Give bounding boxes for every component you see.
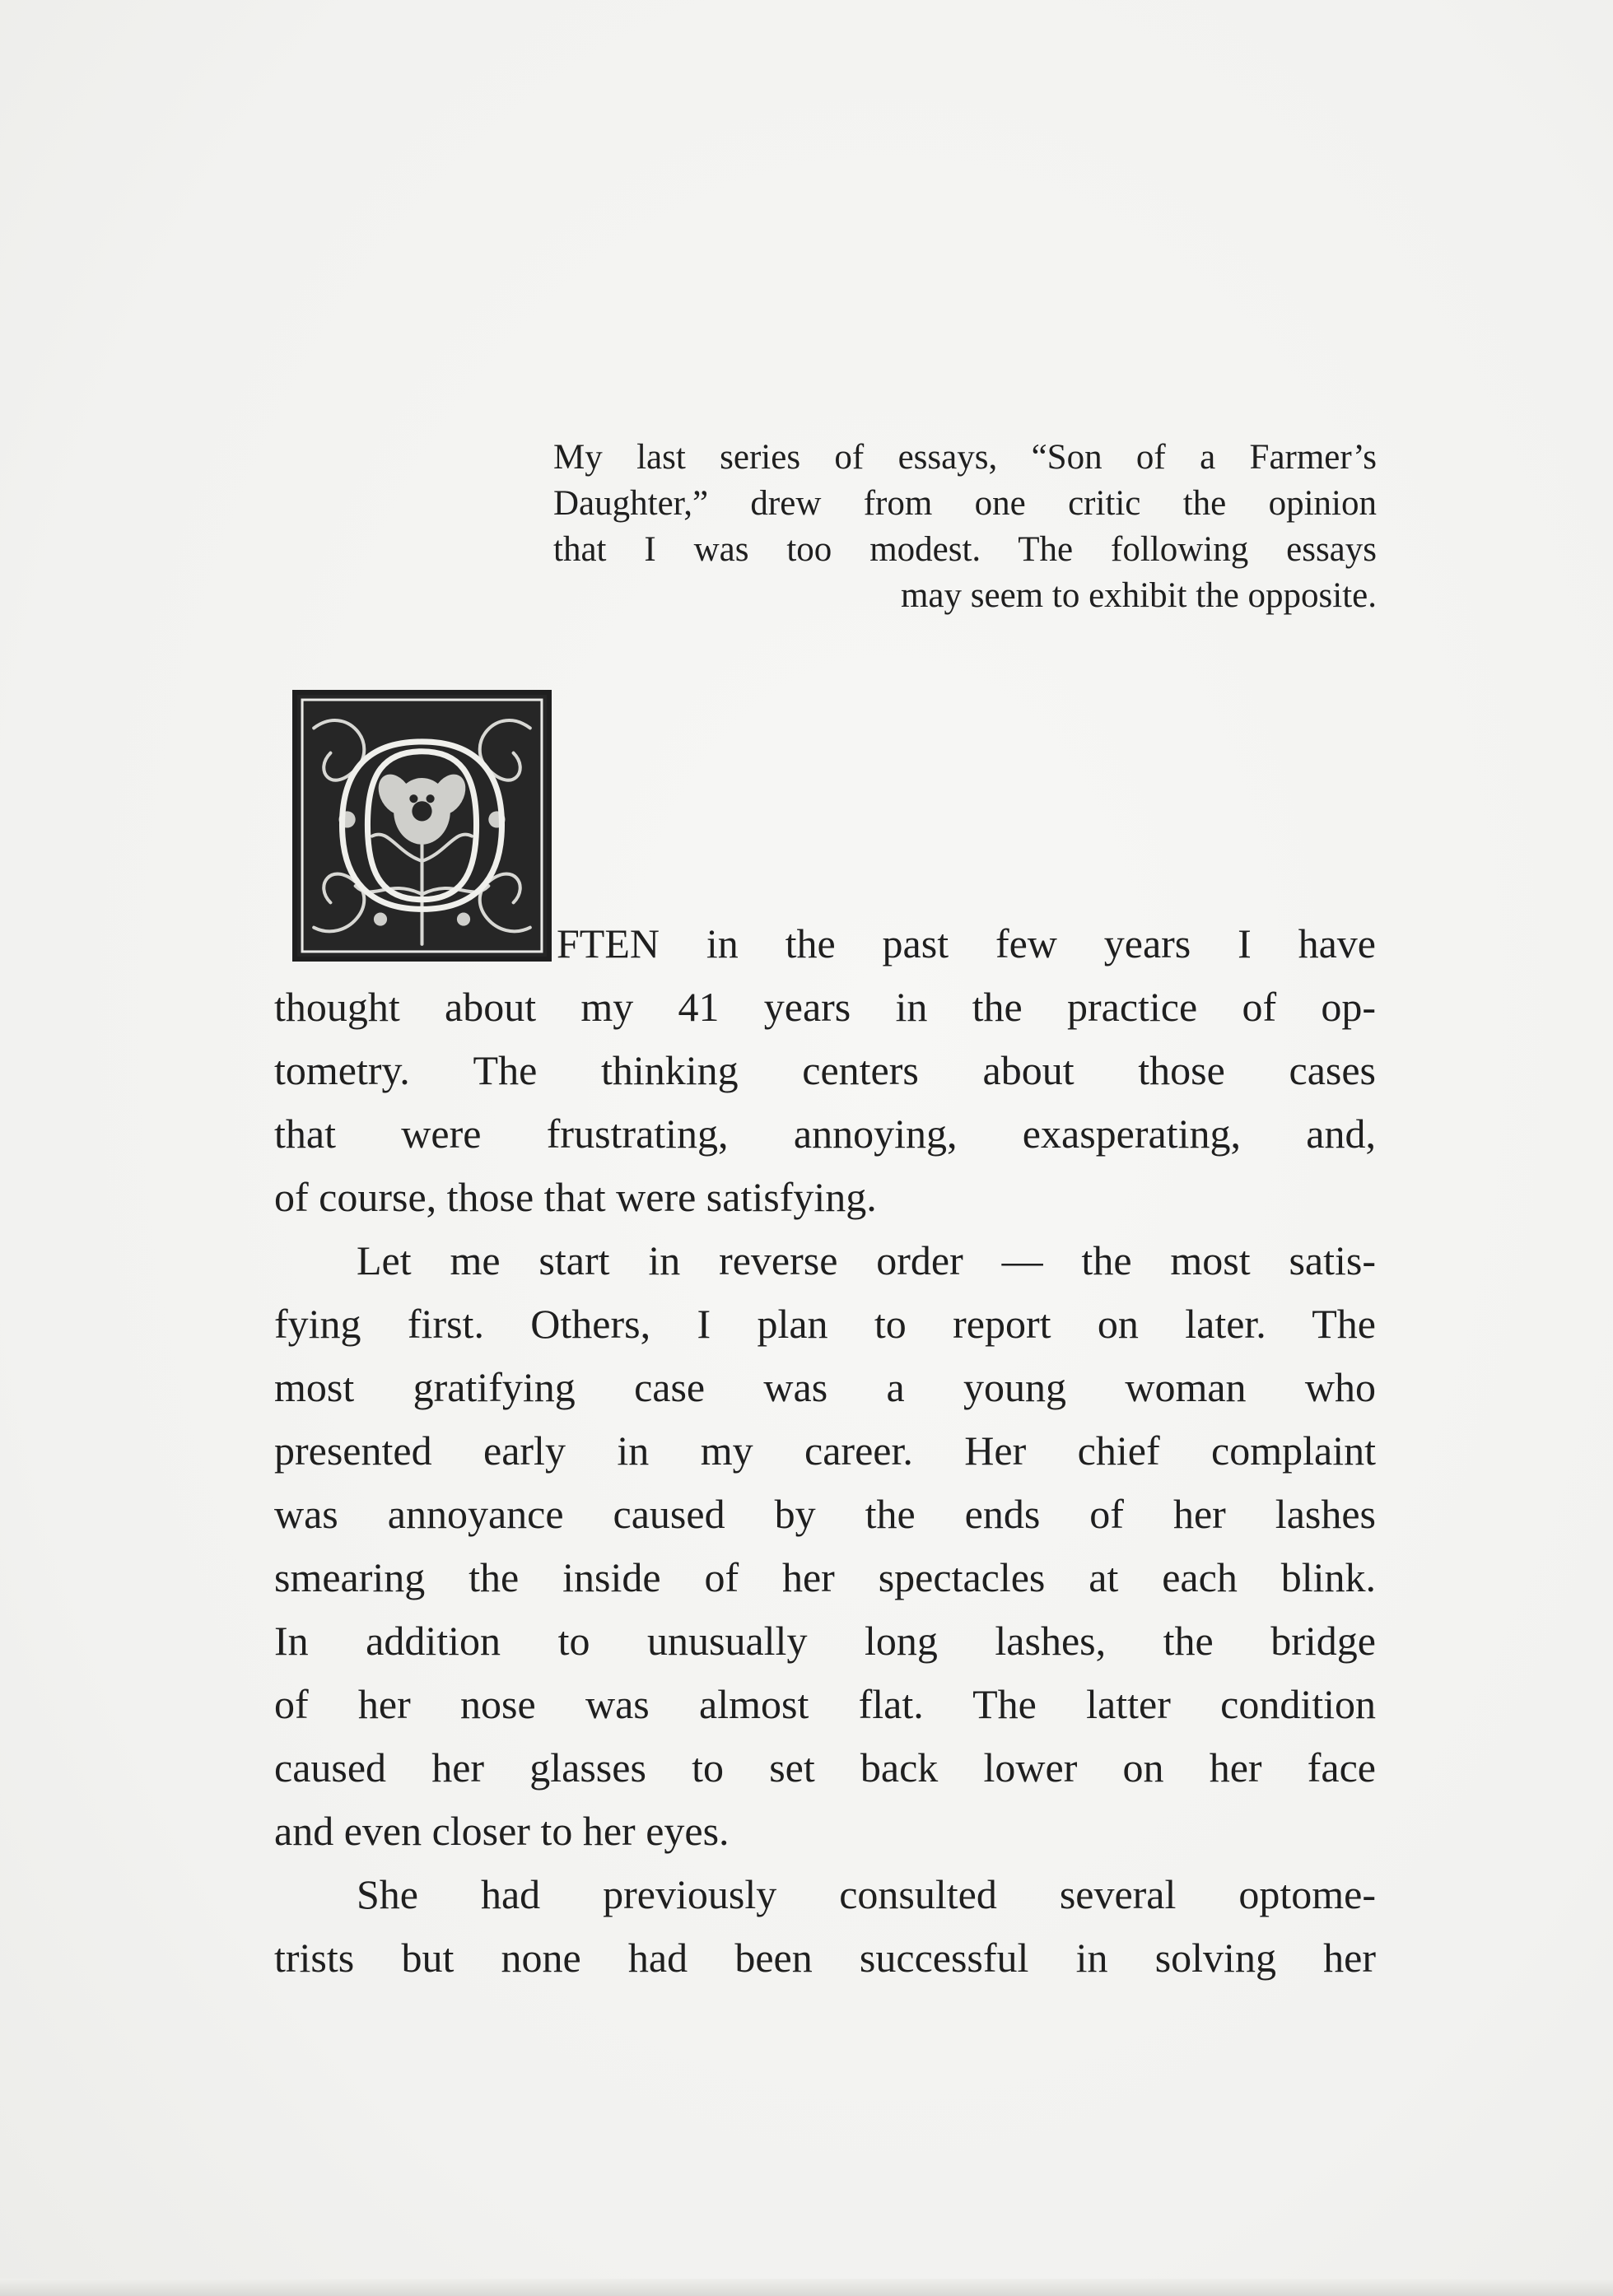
epigraph-line: My last series of essays, “Son of a Farmer’s [553, 438, 1377, 477]
body-line: She had previously consulted several optome‐ [357, 1871, 1376, 1917]
drop-cap-letter: O [332, 695, 512, 957]
body-line: and even closer to her eyes. [274, 1808, 730, 1854]
body-line: thought about my 41 years in the practice of op‐ [274, 984, 1376, 1030]
page-bottom-edge [0, 2279, 1613, 2296]
body-line: caused her glasses to set back lower on her face [274, 1744, 1376, 1791]
body-line: trists but none had been successful in solving her [274, 1935, 1376, 1981]
body-line: of her nose was almost flat. The latter condition [274, 1681, 1376, 1727]
body-line: that were frustrating, annoying, exasperating, and, [274, 1111, 1376, 1157]
body-line: presented early in my career. Her chief complaint [274, 1427, 1376, 1474]
body-line: FTEN in the past few years I have [557, 920, 1376, 966]
epigraph-line: that I was too modest. The following essays [553, 530, 1377, 569]
body-line: fying first. Others, I plan to report on later. The [274, 1301, 1376, 1347]
body-line: In addition to unusually long lashes, the bridge [274, 1618, 1376, 1664]
body-line: Let me start in reverse order — the most satis‐ [357, 1237, 1376, 1283]
body-line: most gratifying case was a young woman who [274, 1364, 1376, 1410]
epigraph-line: may seem to exhibit the opposite. [900, 576, 1377, 615]
epigraph-line: Daughter,” drew from one critic the opinion [553, 484, 1377, 523]
body-line: was annoyance caused by the ends of her lashes [274, 1491, 1376, 1537]
body-line: smearing the inside of her spectacles at each blink. [274, 1554, 1376, 1600]
body-line: of course, those that were satisfying. [274, 1174, 877, 1220]
body-text [274, 912, 1376, 1990]
body-line: tometry. The thinking centers about those cases [274, 1047, 1376, 1093]
epigraph [553, 435, 1377, 619]
